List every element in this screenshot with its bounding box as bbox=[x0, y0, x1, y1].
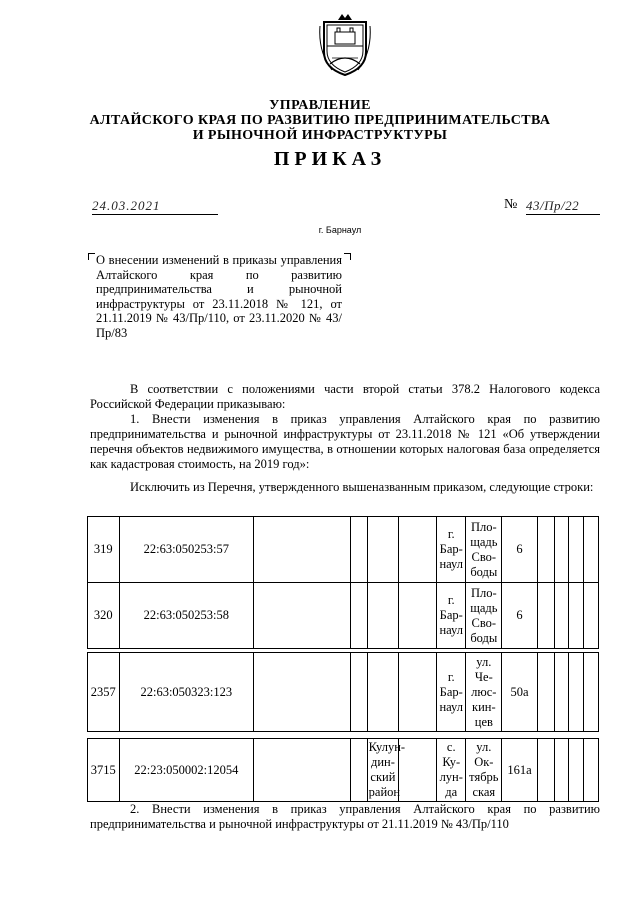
excluded-objects-table-2 bbox=[87, 652, 599, 732]
cell-line: Ку- bbox=[442, 755, 461, 769]
cell-line: люс- bbox=[471, 684, 497, 699]
empty-cell bbox=[254, 583, 351, 649]
cell-line: дин- bbox=[370, 755, 395, 769]
empty-cell bbox=[254, 653, 351, 732]
order-subject: О внесении изменений в приказы управления Алтайского края по развитию предпринимательства и рыночной инфраструктуры от 23.11.2018 № 121, от 21.11.2019 № 43/Пр/110, от 23.11.2020 № 43/Пр/83 bbox=[96, 253, 342, 340]
header-line-1: УПРАВЛЕНИЕ bbox=[269, 98, 371, 113]
empty-cell bbox=[537, 739, 554, 802]
street-cell bbox=[466, 653, 502, 732]
header-line-3: И РЫНОЧНОЙ ИНФРАСТРУКТУРЫ bbox=[192, 128, 448, 143]
empty-cell bbox=[569, 739, 584, 802]
house-number-cell: 161а bbox=[502, 739, 538, 802]
cell-line: наул bbox=[439, 699, 463, 714]
cell-line: Сво- bbox=[471, 549, 497, 564]
cadastral-number-cell: 22:63:050253:58 bbox=[119, 583, 254, 649]
empty-cell bbox=[350, 653, 367, 732]
table-row bbox=[88, 653, 599, 732]
empty-cell bbox=[584, 583, 599, 649]
district-cell bbox=[367, 653, 399, 732]
cell-line: цев bbox=[474, 714, 493, 729]
empty-cell bbox=[584, 739, 599, 802]
empty-cell bbox=[537, 653, 554, 732]
cell-line: Бар- bbox=[439, 542, 463, 556]
house-number-cell: 6 bbox=[502, 517, 538, 583]
district-cell bbox=[367, 739, 406, 802]
cadastral-number-cell: 22:23:050002:12054 bbox=[119, 739, 254, 802]
empty-cell bbox=[584, 517, 599, 583]
cell-line: щадь bbox=[470, 600, 498, 615]
excluded-objects-table-1 bbox=[87, 516, 599, 649]
body-paragraph-1: В соответствии с положениями части второй статьи 378.2 Налогового кодекса Российской Федерации приказываю: bbox=[90, 382, 600, 411]
empty-cell bbox=[350, 739, 367, 802]
cell-line: район bbox=[368, 785, 401, 799]
order-date: 24.03.2021 bbox=[92, 198, 218, 215]
empty-cell bbox=[584, 653, 599, 732]
locality-cell bbox=[437, 653, 466, 732]
empty-cell bbox=[350, 583, 367, 649]
cell-line: ул. bbox=[476, 654, 492, 669]
header-line-2: АЛТАЙСКОГО КРАЯ ПО РАЗВИТИЮ ПРЕДПРИНИМАТЕЛЬСТВА bbox=[89, 113, 551, 128]
cell-line: щадь bbox=[470, 534, 498, 549]
cell-line: лун- bbox=[439, 770, 463, 784]
coat-of-arms-icon bbox=[318, 12, 372, 78]
cell-line: Бар- bbox=[439, 608, 463, 622]
table-row bbox=[88, 583, 599, 649]
cell-line: Пло- bbox=[470, 519, 497, 534]
cell-line: ул. bbox=[476, 740, 492, 754]
empty-cell bbox=[554, 583, 569, 649]
cell-line: г. bbox=[447, 593, 455, 607]
cell-line: Бар- bbox=[439, 684, 463, 699]
cell-line: ская bbox=[472, 785, 496, 799]
body-paragraph-3: Исключить из Перечня, утвержденного вышеназванным приказом, следующие строки: bbox=[130, 480, 594, 494]
street-cell bbox=[466, 517, 502, 583]
table-row bbox=[88, 739, 599, 802]
empty-cell bbox=[399, 517, 437, 583]
empty-cell bbox=[537, 517, 554, 583]
street-cell bbox=[466, 583, 502, 649]
locality-cell bbox=[437, 583, 466, 649]
empty-cell bbox=[537, 583, 554, 649]
cadastral-number-cell: 22:63:050323:123 bbox=[119, 653, 254, 732]
subject-corner-right bbox=[344, 253, 351, 260]
cell-line: с. bbox=[446, 740, 456, 754]
cell-line: тябрь bbox=[469, 770, 499, 784]
row-number-cell: 2357 bbox=[88, 653, 120, 732]
cell-line: Пло- bbox=[470, 585, 497, 600]
cell-line: наул bbox=[439, 623, 463, 637]
body-paragraph-2: 1. Внести изменения в приказ управления Алтайского края по развитию предпринимательства и рыночной инфраструктуры от 23.11.2018 № 121 «Об утверждении перечня объектов недвижимого имущества, в отношении которых налоговая база определяется как кадастровая стоимость, на 2019 год»: bbox=[90, 412, 600, 471]
subject-corner-left bbox=[88, 253, 95, 260]
table-row bbox=[88, 517, 599, 583]
row-number-cell: 320 bbox=[88, 583, 120, 649]
cell-line: кин- bbox=[472, 699, 496, 714]
empty-cell bbox=[554, 517, 569, 583]
empty-cell bbox=[399, 583, 437, 649]
empty-cell bbox=[554, 653, 569, 732]
order-number: 43/Пр/22 bbox=[526, 198, 600, 215]
cell-line: наул bbox=[439, 557, 463, 571]
locality-cell bbox=[437, 739, 466, 802]
document-type: ПРИКАЗ bbox=[273, 148, 387, 170]
cadastral-number-cell: 22:63:050253:57 bbox=[119, 517, 254, 583]
empty-cell bbox=[399, 653, 437, 732]
district-cell bbox=[367, 583, 399, 649]
house-number-cell: 50а bbox=[502, 653, 538, 732]
order-city: г. Барнаул bbox=[318, 225, 362, 235]
row-number-cell: 3715 bbox=[88, 739, 120, 802]
cell-line: г. bbox=[447, 669, 455, 684]
house-number-cell: 6 bbox=[502, 583, 538, 649]
cell-line: ский bbox=[370, 770, 396, 784]
row-number-cell: 319 bbox=[88, 517, 120, 583]
cell-line: боды bbox=[470, 564, 498, 579]
empty-cell bbox=[350, 517, 367, 583]
cell-line: Сво- bbox=[471, 615, 497, 630]
cell-line: боды bbox=[470, 630, 498, 645]
locality-cell bbox=[437, 517, 466, 583]
empty-cell bbox=[569, 517, 584, 583]
cell-line: Кулун- bbox=[368, 740, 406, 754]
empty-cell bbox=[554, 739, 569, 802]
body-paragraph-4: 2. Внести изменения в приказ управления Алтайского края по развитию предпринимательства и рыночной инфраструктуры от 21.11.2019 № 43/Пр/110 bbox=[90, 802, 600, 831]
excluded-objects-table-3 bbox=[87, 738, 599, 802]
district-cell bbox=[367, 517, 399, 583]
order-number-label: № bbox=[504, 197, 518, 212]
street-cell bbox=[466, 739, 502, 802]
cell-line: г. bbox=[447, 527, 455, 541]
cell-line: Че- bbox=[474, 669, 493, 684]
empty-cell bbox=[254, 517, 351, 583]
empty-cell bbox=[254, 739, 351, 802]
empty-cell bbox=[569, 583, 584, 649]
empty-cell bbox=[569, 653, 584, 732]
cell-line: да bbox=[445, 785, 458, 799]
cell-line: Ок- bbox=[474, 755, 494, 769]
